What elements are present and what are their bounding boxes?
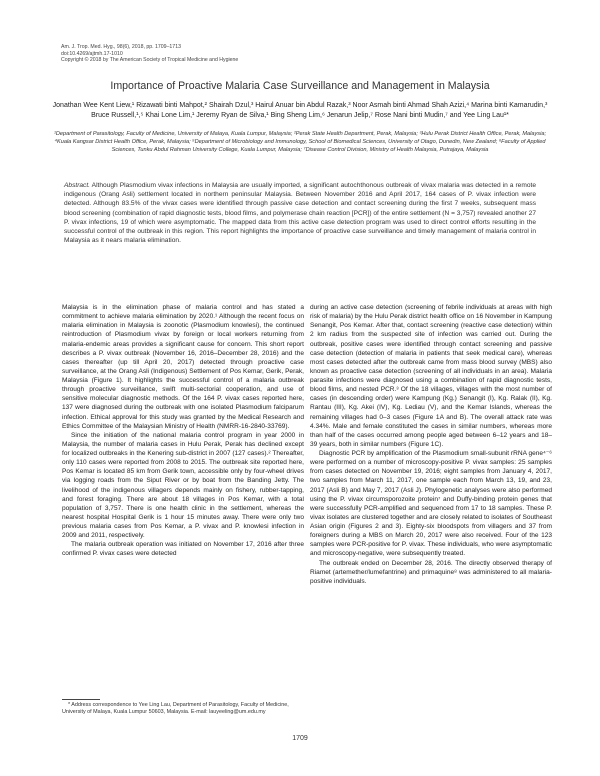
body-paragraph: The outbreak ended on December 28, 2016. The directly observed therapy of Riamet (artemether/lumefantrine) and primaquine⁸ was administered to all malaria-positive individuals. <box>310 559 552 585</box>
body-paragraph: Diagnostic PCR by amplification of the Plasmodium small-subunit rRNA gene⁴⁻⁶ were performed on a number of microscopy-positive P. vivax samples: 25 samples from cases detected on November 19, 2016; eight samples from January 4, 2017, two samples from March 11, 2017, one sample each from March 13, 19, and 23, 2017 (Asli B) and May 7, 2017 (Asli J). Phylogenetic analyses were also performed using the P. vivax circumsporozoite protein⁷ and Duffy-binding protein genes that were successfully PCR-amplified and sequenced from 17 to 18 samples. These P. vivax isolates are clustered together and are closely related to isolates of Southeast Asian origin (Figures 2 and 3). Eighty-six bloodspots from villagers and 37 from foreigners during a MBS on March 20, 2017 were also received. Four of the 123 samples were PCR-positive for P. vivax. These individuals, who were asymptomatic and microscopy-negative, were subsequently treated. <box>310 450 553 558</box>
correspondence-footnote: * Address correspondence to Yee Ling Lau, Department of Parasitology, Faculty of Medicine, University of Malaya, Kuala Lumpur 50603, Malaysia. E-mail: lauyeeling@um.edu.my <box>62 702 289 716</box>
footnote-rule <box>62 699 100 700</box>
abstract-label: Abstract. <box>64 182 91 189</box>
journal-citation: Am. J. Trop. Med. Hyg., 98(6), 2018, pp. 1709–1713 <box>61 44 181 50</box>
body-paragraph: The malaria outbreak operation was initiated on November 17, 2016 after three confirmed P. vivax cases were detected <box>62 541 304 558</box>
copyright-line: Copyright © 2018 by The American Society of Tropical Medicine and Hygiene <box>61 57 239 64</box>
author-list: Jonathan Wee Kent Liew,¹ Rizawati binti Mahpot,² Shairah Dzul,³ Hairul Anuar bin Abdul Razak,³ Noor Asmah binti Ahmad Shah Azizi,⁴ Marina binti Kamarudin,³ Bruce Russell,¹,⁵ Khai Lone Lim,¹ Jeremy Ryan de Silva,¹ Bing Sheng Lim,⁶ Jenarun Jelip,⁷ Rose Nani binti Mudin,⁷ and Yee Ling Lau¹* <box>52 102 548 119</box>
doi-line: doi:10.4269/ajtmh.17-1010 <box>61 50 123 57</box>
body-column-left <box>62 303 304 559</box>
paper-title: Importance of Proactive Malaria Case Surveillance and Management in Malaysia <box>110 80 490 92</box>
abstract <box>64 181 536 245</box>
abstract-text: Although Plasmodium vivax infections in Malaysia are usually imported, a significant autochthonous outbreak of vivax malaria was detected in a remote indigenous (Orang Asli) settlement located in northern peninsular Malaysia. Between November 2016 and April 2017, 164 cases of P. vivax infection were detected. Although 83.5% of the vivax cases were identified through passive case detection and contact screening during the first 7 weeks, subsequent mass blood screening (combination of rapid diagnostic tests, blood films, and polymerase chain reaction [PCR]) of the entire settlement (N = 3,757) revealed another 27 P. vivax infections, 19 of which were asymptomatic. The mapped data from this active case detection program was used to direct control efforts resulting in the successful control of the outbreak in this region. This report highlights the importance of proactive case surveillance and timely management of malaria control in Malaysia as it nears malaria elimination. <box>64 182 536 245</box>
affiliations: ¹Department of Parasitology, Faculty of Medicine, University of Malaya, Kuala Lumpur, Malaysia; ²Perak State Health Department, Perak, Malaysia; ³Hulu Perak District Health Office, Perak, Malaysia; ⁴Kuala Kangsar District Health Office, Perak, Malaysia; ⁵Department of Microbiology and Immunology, School of Biomedical Sciences, University of Otago, Dunedin, New Zealand; ⁶Faculty of Applied Sciences, Tunku Abdul Rahman University College, Kuala Lumpur, Malaysia; ⁷Disease Control Division, Ministry of Health Malaysia, Putrajaya, Malaysia <box>53 131 547 153</box>
page-number: 1709 <box>292 735 308 742</box>
body-column-right <box>310 303 552 586</box>
body-paragraph: during an active case detection (screening of febrile individuals at areas with high risk of malaria) by the Hulu Perak district health office on 16 November in Kampung Senangit, Pos Kemar. After that, contact screening (reactive case detection) within 2 km radius from the suspected site of infection was carried out. During the outbreak, positive cases were identified through contact screening and passive case detection (detection of malaria in patients that seek medical care), whereas most cases detected after the outbreak came from mass blood survey (MBS) also known as proactive case detection (screening of all individuals in an area). Malaria parasite infections were diagnosed using a combination of rapid diagnostic tests, blood films, and nested PCR.³ Of the 18 villages, villages with the most number of cases (in descending order) were Kampung (Kg.) Senangit (I), Kg. Ralak (II), Kg. Rantau (III), Kg. Akei (IV), Kg. Lediau (V), and the Kemar Islands, whereas the remaining villages had 0–3 cases (Figure 1A and B). The overall attack rate was 4.34%. Male and female constituted the cases in similar numbers, whereas more than half of the cases occurred among people aged between 6–12 years and 18–39 years, both in similar numbers (Figure 1C). <box>310 304 552 448</box>
body-paragraph: Since the initiation of the national malaria control program in year 2000 in Malaysia, the number of malaria cases in Hulu Perak, Perak has declined except for localized outbreaks in the Kenering sub-district in 2007 (127 cases).² Thereafter, only 110 cases were reported from 2008 to 2015. The outbreak site reported here, Pos Kemar is located 85 km from Gerik town, accessible only by four-wheel drives via logging roads from the Siput River or by boat from the Banding Jetty. The livelihood of the indigenous villagers depends mainly on fishery, rubber-tapping, and forest foraging. There are about 18 villages in Pos Kemar, with a total population of 3,757. There is one health clinic in the settlement, whereas the nearest hospital Hospital Gerik is 1 hour 15 minutes away. There were only two previous malaria cases from Pos Kemar, a P. vivax and P. knowlesi infection in 2009 and 2011, respectively. <box>62 431 304 540</box>
body-paragraph: Malaysia is in the elimination phase of malaria control and has stated a commitment to achieve malaria elimination by 2020.¹ Although the recent focus on malaria elimination in Malaysia is zoonotic (Plasmodium knowlesi), the continued reintroduction of Plasmodium vivax by foreign or local workers returning from malaria-endemic areas provides a significant cause for concern. This short report describes a P. vivax outbreak (November 16, 2016–December 28, 2016) and the cases thereafter (up till April 20, 2017) detected through proactive case surveillance, at the Orang Asli (Indigenous) Settlement of Pos Kemar, Gerik, Perak, Malaysia (Figure 1). It highlights the successful control of a malaria outbreak through proactive surveillance, swift multi-sectorial cooperation, and use of sensitive molecular diagnostic methods. Of the 164 P. vivax cases reported here, 137 were diagnosed during the outbreak with one isolated Plasmodium falciparum infection. Ethical approval for this study was granted by the Medical Research and Ethics Committee of the Malaysian Ministry of Health (NMRR-16-2840-33769). <box>62 304 304 430</box>
journal-header <box>61 44 238 64</box>
